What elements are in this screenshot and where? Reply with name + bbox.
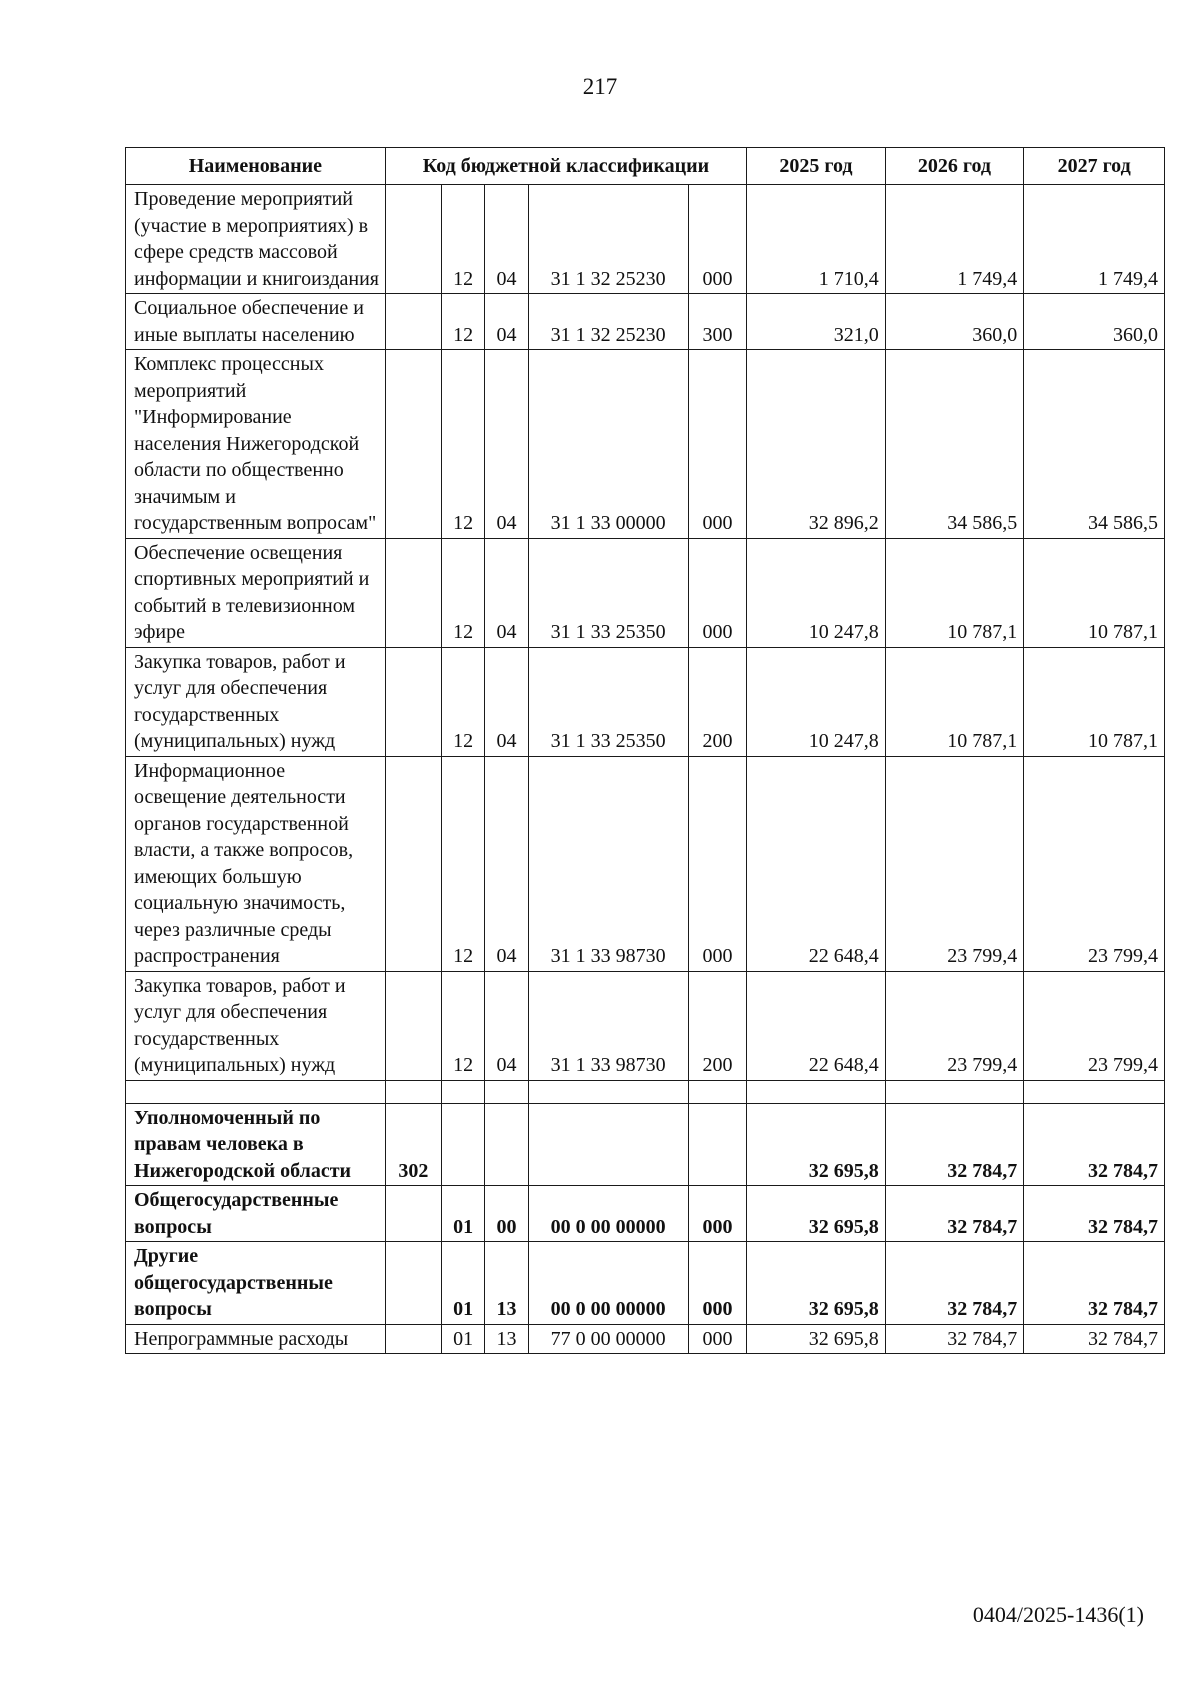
header-2026: 2026 год: [885, 148, 1024, 185]
cell-subsection-code: [485, 1103, 528, 1186]
cell-name: Другие общегосударственные вопросы: [126, 1242, 386, 1325]
cell-2027: 360,0: [1024, 294, 1165, 350]
cell-subsection-code: 04: [485, 294, 528, 350]
cell-2027: 32 784,7: [1024, 1186, 1165, 1242]
cell-2025: 10 247,8: [747, 647, 886, 756]
cell-2026: 1 749,4: [885, 185, 1024, 294]
cell-subsection-code: 04: [485, 185, 528, 294]
spacer-cell: [385, 1080, 441, 1103]
cell-expense-type: 200: [688, 971, 746, 1080]
table-row: [126, 350, 1165, 539]
cell-2027: 32 784,7: [1024, 1242, 1165, 1325]
spacer-cell: [528, 1080, 688, 1103]
table-row: [126, 1186, 1165, 1242]
cell-2026: 32 784,7: [885, 1242, 1024, 1325]
cell-2027: 34 586,5: [1024, 350, 1165, 539]
cell-ved-code: [385, 1242, 441, 1325]
cell-ved-code: [385, 971, 441, 1080]
table-row: [126, 294, 1165, 350]
header-code: Код бюджетной классификации: [385, 148, 746, 185]
spacer-cell: [442, 1080, 485, 1103]
cell-2026: 34 586,5: [885, 350, 1024, 539]
spacer-cell: [688, 1080, 746, 1103]
table-row: [126, 647, 1165, 756]
header-name: Наименование: [126, 148, 386, 185]
cell-subsection-code: 04: [485, 756, 528, 971]
cell-2026: 23 799,4: [885, 756, 1024, 971]
cell-2027: 32 784,7: [1024, 1324, 1165, 1354]
cell-expense-type: 300: [688, 294, 746, 350]
cell-section-code: [442, 1103, 485, 1186]
cell-ved-code: 302: [385, 1103, 441, 1186]
cell-section-code: 12: [442, 538, 485, 647]
cell-expense-type: 000: [688, 1242, 746, 1325]
cell-target-article: 31 1 33 98730: [528, 971, 688, 1080]
cell-2026: 32 784,7: [885, 1103, 1024, 1186]
cell-name: Уполномоченный по правам человека в Нижегородской области: [126, 1103, 386, 1186]
cell-subsection-code: 04: [485, 647, 528, 756]
cell-target-article: 77 0 00 00000: [528, 1324, 688, 1354]
cell-expense-type: 000: [688, 538, 746, 647]
cell-name: Проведение мероприятий (участие в мероприятиях) в сфере средств массовой информации и книгоиздания: [126, 185, 386, 294]
cell-target-article: 00 0 00 00000: [528, 1186, 688, 1242]
cell-subsection-code: 04: [485, 971, 528, 1080]
cell-2025: 22 648,4: [747, 756, 886, 971]
cell-subsection-code: 04: [485, 538, 528, 647]
table-row: [126, 1324, 1165, 1354]
table-row: [126, 538, 1165, 647]
cell-expense-type: [688, 1103, 746, 1186]
table-spacer-row: [126, 1080, 1165, 1103]
table-row: [126, 756, 1165, 971]
cell-section-code: 12: [442, 350, 485, 539]
cell-ved-code: [385, 294, 441, 350]
cell-section-code: 01: [442, 1186, 485, 1242]
cell-expense-type: 200: [688, 647, 746, 756]
cell-section-code: 12: [442, 756, 485, 971]
cell-target-article: 31 1 32 25230: [528, 185, 688, 294]
cell-subsection-code: 13: [485, 1242, 528, 1325]
cell-name: Закупка товаров, работ и услуг для обеспечения государственных (муниципальных) нужд: [126, 647, 386, 756]
cell-subsection-code: 00: [485, 1186, 528, 1242]
header-2027: 2027 год: [1024, 148, 1165, 185]
cell-2025: 32 695,8: [747, 1186, 886, 1242]
cell-2026: 23 799,4: [885, 971, 1024, 1080]
table-row: [126, 971, 1165, 1080]
cell-name: Комплекс процессных мероприятий "Информирование населения Нижегородской области по общественно значимым и государственным вопросам": [126, 350, 386, 539]
cell-section-code: 12: [442, 971, 485, 1080]
cell-section-code: 01: [442, 1242, 485, 1325]
table-header-row: [126, 148, 1165, 185]
cell-target-article: [528, 1103, 688, 1186]
cell-2027: 23 799,4: [1024, 756, 1165, 971]
cell-2025: 32 896,2: [747, 350, 886, 539]
cell-name: Общегосударственные вопросы: [126, 1186, 386, 1242]
cell-ved-code: [385, 1186, 441, 1242]
cell-ved-code: [385, 538, 441, 647]
cell-ved-code: [385, 756, 441, 971]
cell-2025: 22 648,4: [747, 971, 886, 1080]
cell-expense-type: 000: [688, 1186, 746, 1242]
cell-target-article: 31 1 33 98730: [528, 756, 688, 971]
cell-target-article: 00 0 00 00000: [528, 1242, 688, 1325]
spacer-cell: [126, 1080, 386, 1103]
spacer-cell: [885, 1080, 1024, 1103]
cell-2027: 32 784,7: [1024, 1103, 1165, 1186]
cell-target-article: 31 1 32 25230: [528, 294, 688, 350]
cell-target-article: 31 1 33 00000: [528, 350, 688, 539]
spacer-cell: [1024, 1080, 1165, 1103]
spacer-cell: [485, 1080, 528, 1103]
cell-ved-code: [385, 647, 441, 756]
cell-2025: 1 710,4: [747, 185, 886, 294]
table-row: [126, 1103, 1165, 1186]
cell-2025: 32 695,8: [747, 1242, 886, 1325]
header-2025: 2025 год: [747, 148, 886, 185]
cell-name: Непрограммные расходы: [126, 1324, 386, 1354]
cell-2026: 10 787,1: [885, 538, 1024, 647]
cell-2025: 10 247,8: [747, 538, 886, 647]
cell-2026: 32 784,7: [885, 1324, 1024, 1354]
cell-2027: 10 787,1: [1024, 647, 1165, 756]
cell-ved-code: [385, 1324, 441, 1354]
cell-expense-type: 000: [688, 350, 746, 539]
budget-table: [125, 147, 1165, 1354]
cell-expense-type: 000: [688, 756, 746, 971]
cell-section-code: 12: [442, 185, 485, 294]
cell-name: Обеспечение освещения спортивных мероприятий и событий в телевизионном эфире: [126, 538, 386, 647]
cell-2027: 23 799,4: [1024, 971, 1165, 1080]
cell-2026: 32 784,7: [885, 1186, 1024, 1242]
table-body: [126, 185, 1165, 1354]
table-row: [126, 185, 1165, 294]
cell-2025: 32 695,8: [747, 1324, 886, 1354]
cell-2027: 10 787,1: [1024, 538, 1165, 647]
cell-section-code: 12: [442, 294, 485, 350]
cell-target-article: 31 1 33 25350: [528, 647, 688, 756]
cell-ved-code: [385, 185, 441, 294]
document-id: 0404/2025-1436(1): [972, 1602, 1144, 1627]
table-row: [126, 1242, 1165, 1325]
cell-name: Закупка товаров, работ и услуг для обеспечения государственных (муниципальных) нужд: [126, 971, 386, 1080]
page-number: 217: [582, 74, 618, 99]
cell-2026: 360,0: [885, 294, 1024, 350]
cell-expense-type: 000: [688, 1324, 746, 1354]
cell-section-code: 01: [442, 1324, 485, 1354]
cell-name: Информационное освещение деятельности органов государственной власти, а также вопросов, имеющих большую социальную значимость, через различные среды распространения: [126, 756, 386, 971]
cell-2025: 32 695,8: [747, 1103, 886, 1186]
cell-2027: 1 749,4: [1024, 185, 1165, 294]
cell-subsection-code: 13: [485, 1324, 528, 1354]
cell-subsection-code: 04: [485, 350, 528, 539]
cell-name: Социальное обеспечение и иные выплаты населению: [126, 294, 386, 350]
cell-2025: 321,0: [747, 294, 886, 350]
cell-target-article: 31 1 33 25350: [528, 538, 688, 647]
cell-expense-type: 000: [688, 185, 746, 294]
cell-2026: 10 787,1: [885, 647, 1024, 756]
spacer-cell: [747, 1080, 886, 1103]
cell-ved-code: [385, 350, 441, 539]
cell-section-code: 12: [442, 647, 485, 756]
